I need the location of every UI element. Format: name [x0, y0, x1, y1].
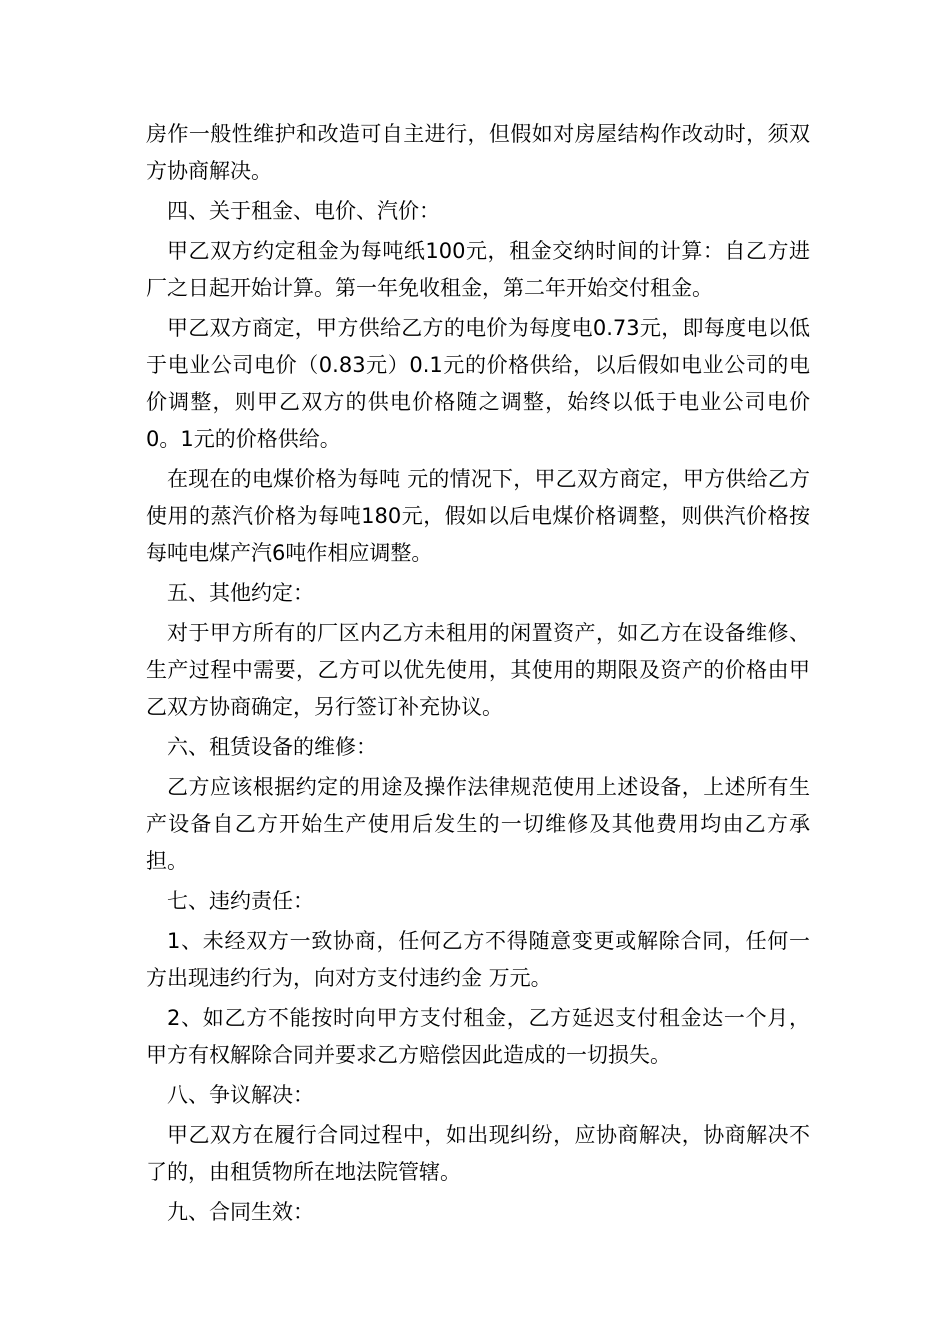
paragraph-steam-price: 在现在的电煤价格为每吨 元的情况下，甲乙双方商定，甲方供给乙方使用的蒸汽价格为每吨180元，假如以后电煤价格调整，则供汽价格按每吨电煤产汽6吨作相应调整。 [146, 467, 810, 565]
paragraph-liability-1: 1、未经双方一致协商，任何乙方不得随意变更或解除合同，任何一方出现违约行为，向对方支付违约金 万元。 [146, 929, 810, 990]
heading-other-agreements: 五、其他约定： [167, 581, 314, 605]
paragraph-liability-2: 2、如乙方不能按时向甲方支付租金，乙方延迟支付租金达一个月，甲方有权解除合同并要求乙方赔偿因此造成的一切损失。 [146, 1006, 810, 1067]
heading-liability: 七、违约责任： [167, 889, 314, 913]
heading-contract-effect: 九、合同生效： [167, 1200, 314, 1224]
heading-equipment-maintenance: 六、租赁设备的维修： [167, 735, 377, 759]
paragraph-dispute-resolution: 甲乙双方在履行合同过程中，如出现纠纷，应协商解决，协商解决不了的，由租赁物所在地法院管辖。 [146, 1123, 810, 1184]
heading-rent-electricity-steam: 四、关于租金、电价、汽价： [167, 199, 440, 223]
paragraph-rent: 甲乙双方约定租金为每吨纸100元，租金交纳时间的计算：自乙方进厂之日起开始计算。第一年免收租金，第二年开始交付租金。 [146, 239, 810, 300]
document-page [146, 116, 810, 1231]
paragraph-idle-assets: 对于甲方所有的厂区内乙方未租用的闲置资产，如乙方在设备维修、生产过程中需要，乙方可以优先使用，其使用的期限及资产的价格由甲乙双方协商确定，另行签订补充协议。 [146, 621, 810, 719]
paragraph-maintenance-continued: 房作一般性维护和改造可自主进行，但假如对房屋结构作改动时，须双方协商解决。 [146, 122, 810, 183]
paragraph-equipment-maintenance: 乙方应该根据约定的用途及操作法律规范使用上述设备，上述所有生产设备自乙方开始生产使用后发生的一切维修及其他费用均由乙方承担。 [146, 775, 810, 873]
paragraph-electricity-price: 甲乙双方商定，甲方供给乙方的电价为每度电0.73元，即每度电以低于电业公司电价（0.83元）0.1元的价格供给，以后假如电业公司的电价调整，则甲乙双方的供电价格随之调整，始终以低于电业公司电价0。1元的价格供给。 [146, 316, 810, 451]
heading-dispute-resolution: 八、争议解决： [167, 1083, 314, 1107]
